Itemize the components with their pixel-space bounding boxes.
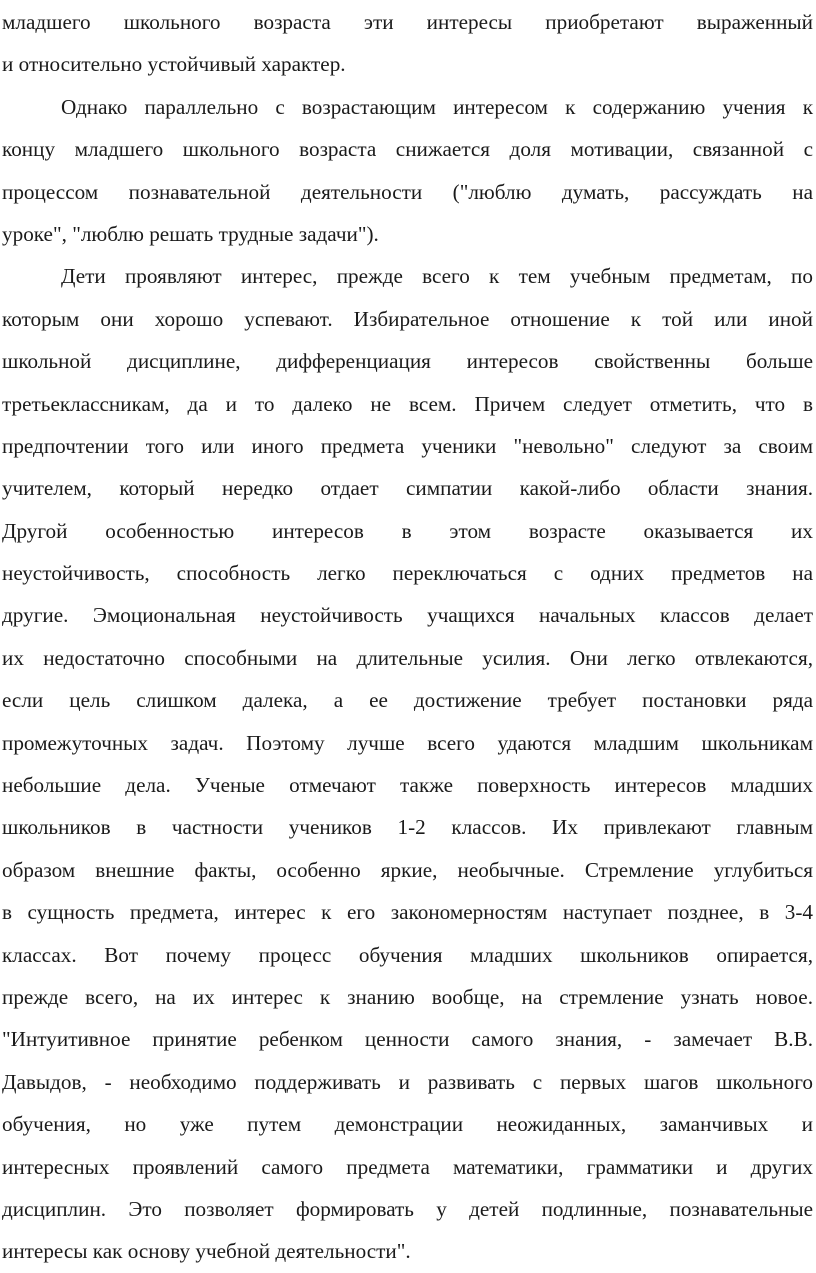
text-line: небольшие дела. Ученые отмечают также поверхность интересов младших xyxy=(2,773,813,798)
text-line: Дети проявляют интерес, прежде всего к тем учебным предметам, по xyxy=(61,264,813,289)
text-line: процессом познавательной деятельности ("люблю думать, рассуждать на xyxy=(2,179,813,204)
text-line: третьеклассникам, да и то далеко не всем. Причем следует отметить, что в xyxy=(2,391,813,416)
text-line: их недостаточно способными на длительные усилия. Они легко отвлекаются, xyxy=(2,645,813,670)
text-line: другие. Эмоциональная неустойчивость учащихся начальных классов делает xyxy=(2,603,813,628)
text-line: прежде всего, на их интерес к знанию вообще, на стремление узнать новое. xyxy=(2,984,813,1009)
text-line: обучения, но уже путем демонстрации неожиданных, заманчивых и xyxy=(2,1112,813,1137)
text-line: предпочтении того или иного предмета ученики "невольно" следуют за своим xyxy=(2,433,813,458)
text-line: которым они хорошо успевают. Избирательное отношение к той или иной xyxy=(2,306,813,331)
text-line: учителем, который нередко отдает симпатии какой-либо области знания. xyxy=(2,476,813,501)
text-line: интересных проявлений самого предмета математики, грамматики и других xyxy=(2,1154,813,1179)
text-line: школьной дисциплине, дифференциация интересов свойственны больше xyxy=(2,349,813,374)
paragraph xyxy=(2,86,813,256)
text-line: в сущность предмета, интерес к его закономерностям наступает позднее, в 3-4 xyxy=(2,900,813,925)
text-line: дисциплин. Это позволяет формировать у детей подлинные, познавательные xyxy=(2,1196,813,1221)
text-line: уроке", "люблю решать трудные задачи"). xyxy=(2,221,379,246)
text-line: младшего школьного возраста эти интересы приобретают выраженный xyxy=(2,10,813,34)
text-line: и относительно устойчивый характер. xyxy=(2,52,346,77)
text-line: концу младшего школьного возраста снижается доля мотивации, связанной с xyxy=(2,137,813,162)
text-line: Однако параллельно с возрастающим интересом к содержанию учения к xyxy=(61,94,813,119)
text-line: интересы как основу учебной деятельности". xyxy=(2,1239,411,1264)
text-line: образом внешние факты, особенно яркие, необычные. Стремление углубиться xyxy=(2,857,813,882)
body-text xyxy=(2,1,813,1273)
paragraph xyxy=(2,1,813,86)
text-line: "Интуитивное принятие ребенком ценности самого знания, - замечает В.В. xyxy=(2,1027,813,1052)
paragraph xyxy=(2,255,813,1272)
text-line: неустойчивость, способность легко переключаться с одних предметов на xyxy=(2,561,813,586)
text-line: Другой особенностью интересов в этом возрасте оказывается их xyxy=(2,518,813,543)
text-line: классах. Вот почему процесс обучения младших школьников опирается, xyxy=(2,942,813,967)
text-line: школьников в частности учеников 1-2 классов. Их привлекают главным xyxy=(2,815,813,840)
text-line: промежуточных задач. Поэтому лучше всего удаются младшим школьникам xyxy=(2,730,813,755)
text-line: Давыдов, - необходимо поддерживать и развивать с первых шагов школьного xyxy=(2,1069,813,1094)
text-line: если цель слишком далека, а ее достижение требует постановки ряда xyxy=(2,688,813,713)
